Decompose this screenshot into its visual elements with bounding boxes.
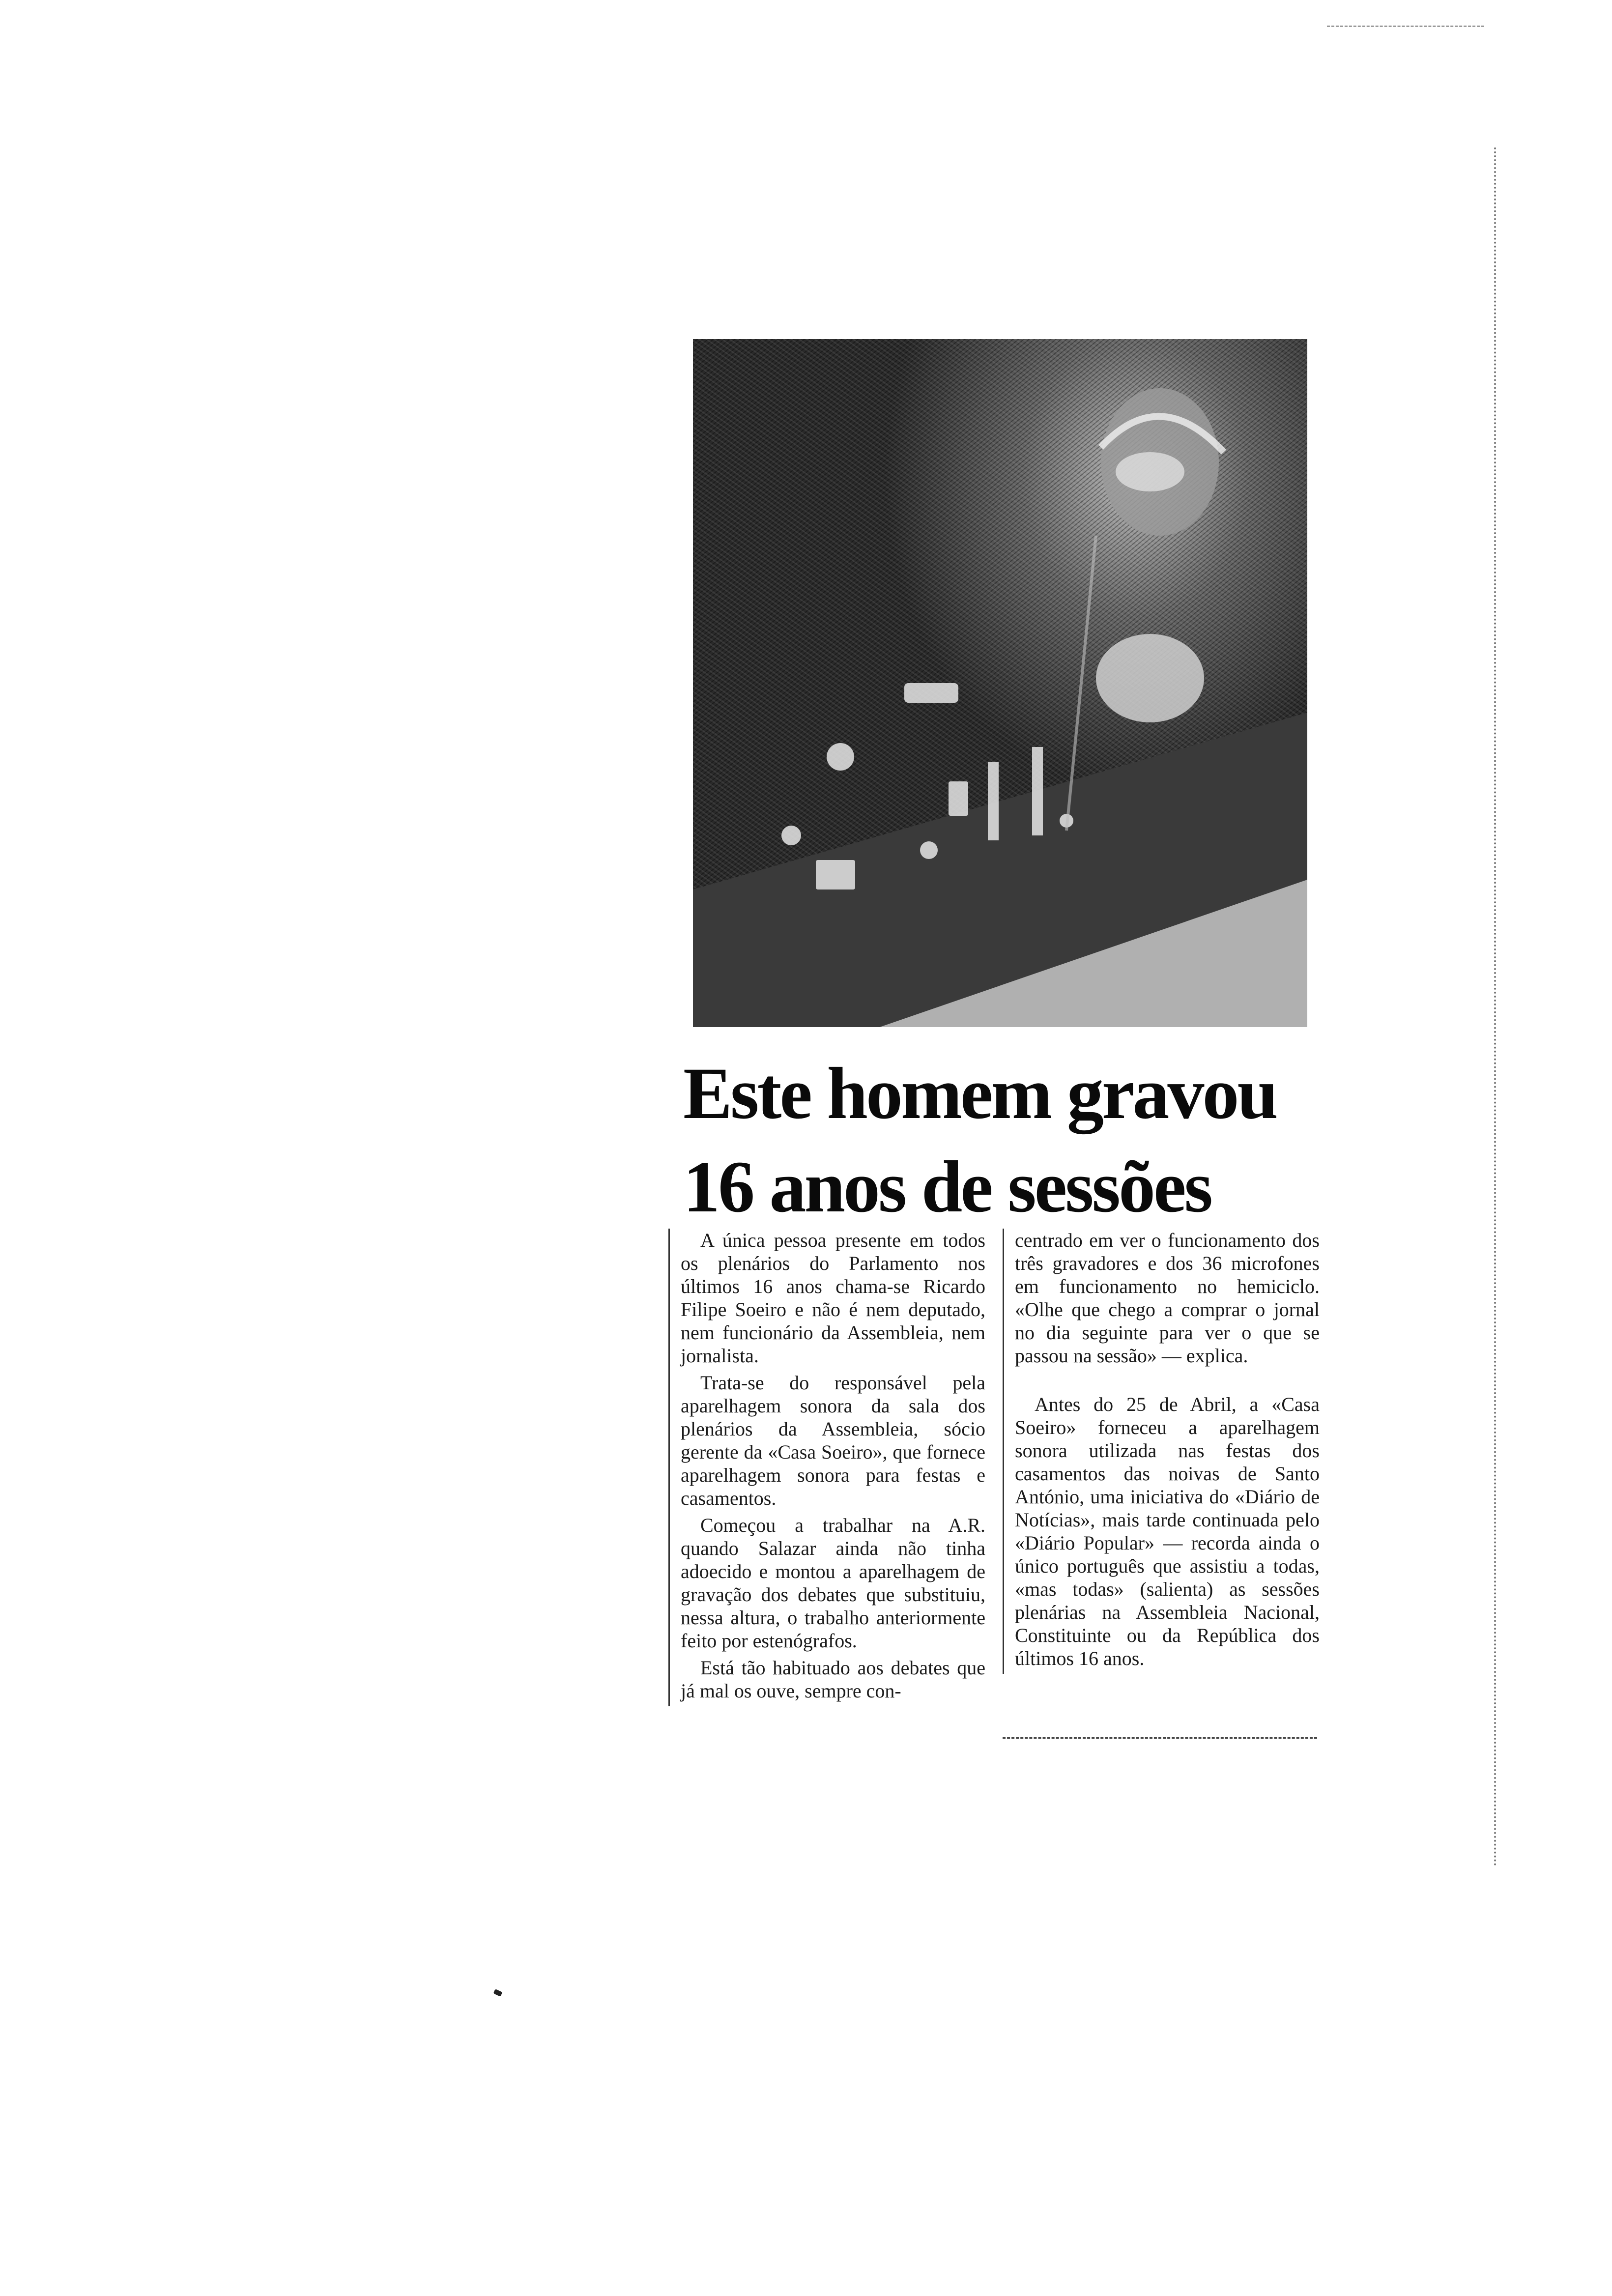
person-glasses [1116, 452, 1184, 491]
headline-line-2: 16 anos de sessões [683, 1146, 1211, 1228]
article-column-right [1003, 1229, 1320, 1674]
column-end-rule [1003, 1737, 1317, 1740]
person-hand [1096, 634, 1204, 722]
scan-edge-top [1327, 26, 1484, 29]
paragraph: Está tão habituado aos debates que já mal os ouve, sempre con- [681, 1657, 985, 1702]
article-column-left [668, 1229, 985, 1706]
scan-edge-right [1494, 147, 1499, 1867]
paragraph: Começou a trabalhar na A.R. quando Salazar ainda não tinha adoecido e montou a aparelhagem de gravação dos debates que substituiu, nessa altura, o trabalho anteriormente feito por estenógrafos. [681, 1514, 985, 1652]
newspaper-clipping [668, 334, 1320, 1750]
paragraph: Trata-se do responsável pela aparelhagem sonora da sala dos plenários da Assembleia, sócio gerente da «Casa Soeiro», que fornece aparelhagem sonora para festas e casamentos. [681, 1372, 985, 1509]
paragraph: centrado em ver o funcionamento dos três gravadores e dos 36 microfones em funcionamento no hemiciclo. «Olhe que chego a comprar o jornal no dia seguinte para ver o que se passou na sessão» — explica. [1015, 1229, 1320, 1367]
paragraph: A única pessoa presente em todos os plenários do Parlamento nos últimos 16 anos chama-se Ricardo Filipe Soeiro e não é nem deputado, nem funcionário da Assembleia, nem jornalista. [681, 1229, 985, 1367]
headline [683, 1047, 1317, 1234]
scan-speck [493, 1989, 503, 1997]
photo-illustration [693, 339, 1307, 1027]
article-photo [693, 339, 1307, 1027]
paragraph: Antes do 25 de Abril, a «Casa Soeiro» forneceu a aparelhagem sonora utilizada nas festas dos casamentos das noivas de Santo António, uma iniciativa do «Diário de Notícias», mais tarde continuada pelo «Diário Popular» — recorda ainda o único português que assistiu a todas, «mas todas» (salienta) as sessões plenárias na Assembleia Nacional, Constituinte ou da República dos últimos 16 anos. [1015, 1393, 1320, 1669]
headline-line-1: Este homem gravou [683, 1053, 1276, 1134]
